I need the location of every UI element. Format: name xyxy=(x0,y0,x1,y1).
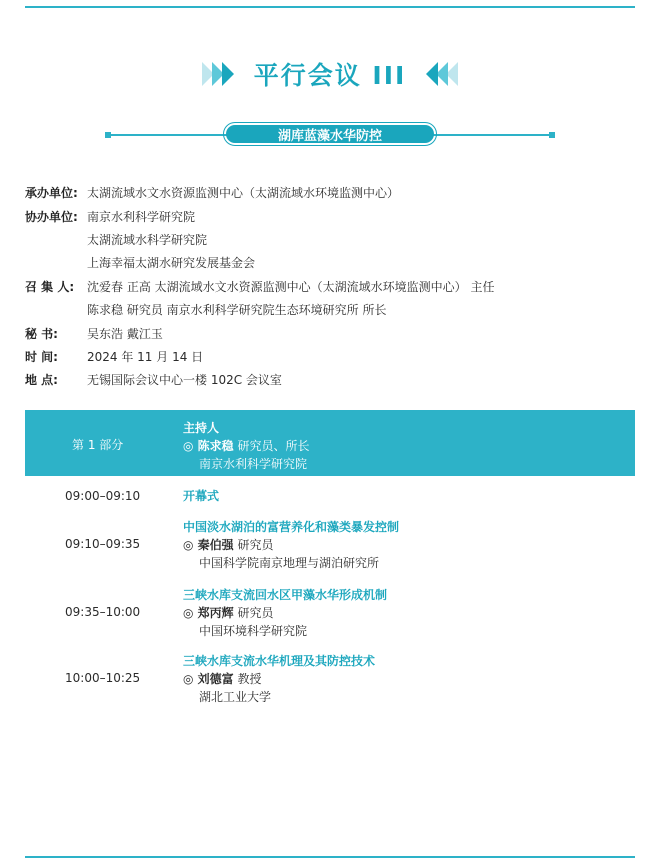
info-row xyxy=(25,275,635,298)
bottom-rule xyxy=(25,856,635,858)
speaker-name: ◎ 郑丙辉 xyxy=(183,606,234,620)
info-value: 太湖流域水科学研究院 xyxy=(87,232,208,247)
talk-topic: 三峡水库支流回水区甲藻水华形成机制 xyxy=(183,588,388,602)
talk-topic: 中国淡水湖泊的富营养化和藻类暴发控制 xyxy=(183,520,400,534)
host-block xyxy=(183,419,310,473)
speaker-title: 研究员 xyxy=(237,538,274,552)
info-label: 秘 书: xyxy=(25,326,58,341)
page-title: 平行会议 III xyxy=(253,61,407,90)
info-label: 地 点: xyxy=(25,373,58,388)
time-slot: 09:35–10:00 xyxy=(65,605,141,619)
session-detail xyxy=(183,652,375,706)
schedule-row xyxy=(25,514,635,584)
info-value: 上海幸福太湖水研究发展基金会 xyxy=(87,256,256,271)
info-value: 陈求稳 研究员 南京水利科学研究院生态环境研究所 所长 xyxy=(87,303,387,318)
subtitle-banner xyxy=(105,122,555,148)
info-row xyxy=(25,228,635,251)
info-row xyxy=(25,368,635,391)
session-detail xyxy=(183,586,387,640)
info-value: 太湖流域水文水资源监测中心（太湖流域水环境监测中心） xyxy=(87,186,400,201)
session-info xyxy=(25,181,635,392)
host-affiliation: 南京水利科学研究院 xyxy=(199,457,308,471)
info-row xyxy=(25,204,635,227)
info-label: 承办单位: xyxy=(25,186,78,201)
speaker-name: ◎ 刘德富 xyxy=(183,672,234,686)
top-rule xyxy=(25,6,635,8)
info-value: 2024 年 11 月 14 日 xyxy=(87,349,204,364)
talk-topic: 开幕式 xyxy=(183,489,220,503)
session-detail xyxy=(183,518,399,572)
speaker-title: 教授 xyxy=(237,672,262,686)
schedule-row xyxy=(25,584,635,650)
info-row xyxy=(25,251,635,274)
speaker-affiliation: 中国科学院南京地理与湖泊研究所 xyxy=(199,556,380,570)
info-row xyxy=(25,321,635,344)
divider xyxy=(433,134,551,136)
speaker-affiliation: 中国环境科学研究院 xyxy=(199,624,308,638)
speaker-title: 研究员 xyxy=(237,606,274,620)
divider xyxy=(109,134,227,136)
talk-topic: 三峡水库支流水华机理及其防控技术 xyxy=(183,654,376,668)
time-slot: 09:10–09:35 xyxy=(65,537,141,551)
chevron-left-icon xyxy=(420,59,460,89)
info-row xyxy=(25,298,635,321)
info-label: 召 集 人: xyxy=(25,279,75,294)
info-value: 南京水利科学研究院 xyxy=(87,209,196,224)
speaker-name: ◎ 秦伯强 xyxy=(183,538,234,552)
time-slot: 10:00–10:25 xyxy=(65,671,141,685)
schedule-row xyxy=(25,650,635,716)
info-row xyxy=(25,345,635,368)
host-title: 研究员、所长 xyxy=(237,439,310,453)
session-detail xyxy=(183,487,219,505)
info-row xyxy=(25,181,635,204)
host-label: 主持人 xyxy=(183,421,220,435)
schedule-table xyxy=(25,410,635,716)
schedule-header xyxy=(25,410,635,476)
info-value: 无锡国际会议中心一楼 102C 会议室 xyxy=(87,373,282,388)
speaker-affiliation: 湖北工业大学 xyxy=(199,690,272,704)
host-name: ◎ 陈求稳 xyxy=(183,439,234,453)
subtitle-pill xyxy=(223,122,437,146)
time-slot: 09:00–09:10 xyxy=(65,489,141,503)
info-label: 时 间: xyxy=(25,349,58,364)
session-subtitle: 湖库蓝藻水华防控 xyxy=(226,125,434,143)
info-value: 沈爱春 正高 太湖流域水文水资源监测中心（太湖流域水环境监测中心） 主任 xyxy=(87,279,495,294)
schedule-row xyxy=(25,476,635,514)
title-row xyxy=(0,52,660,96)
chevron-right-icon xyxy=(200,59,240,89)
square-dot-icon xyxy=(549,132,555,138)
info-value: 吴东浩 戴江玉 xyxy=(87,326,163,341)
part-label: 第 1 部分 xyxy=(72,438,124,452)
info-label: 协办单位: xyxy=(25,209,78,224)
